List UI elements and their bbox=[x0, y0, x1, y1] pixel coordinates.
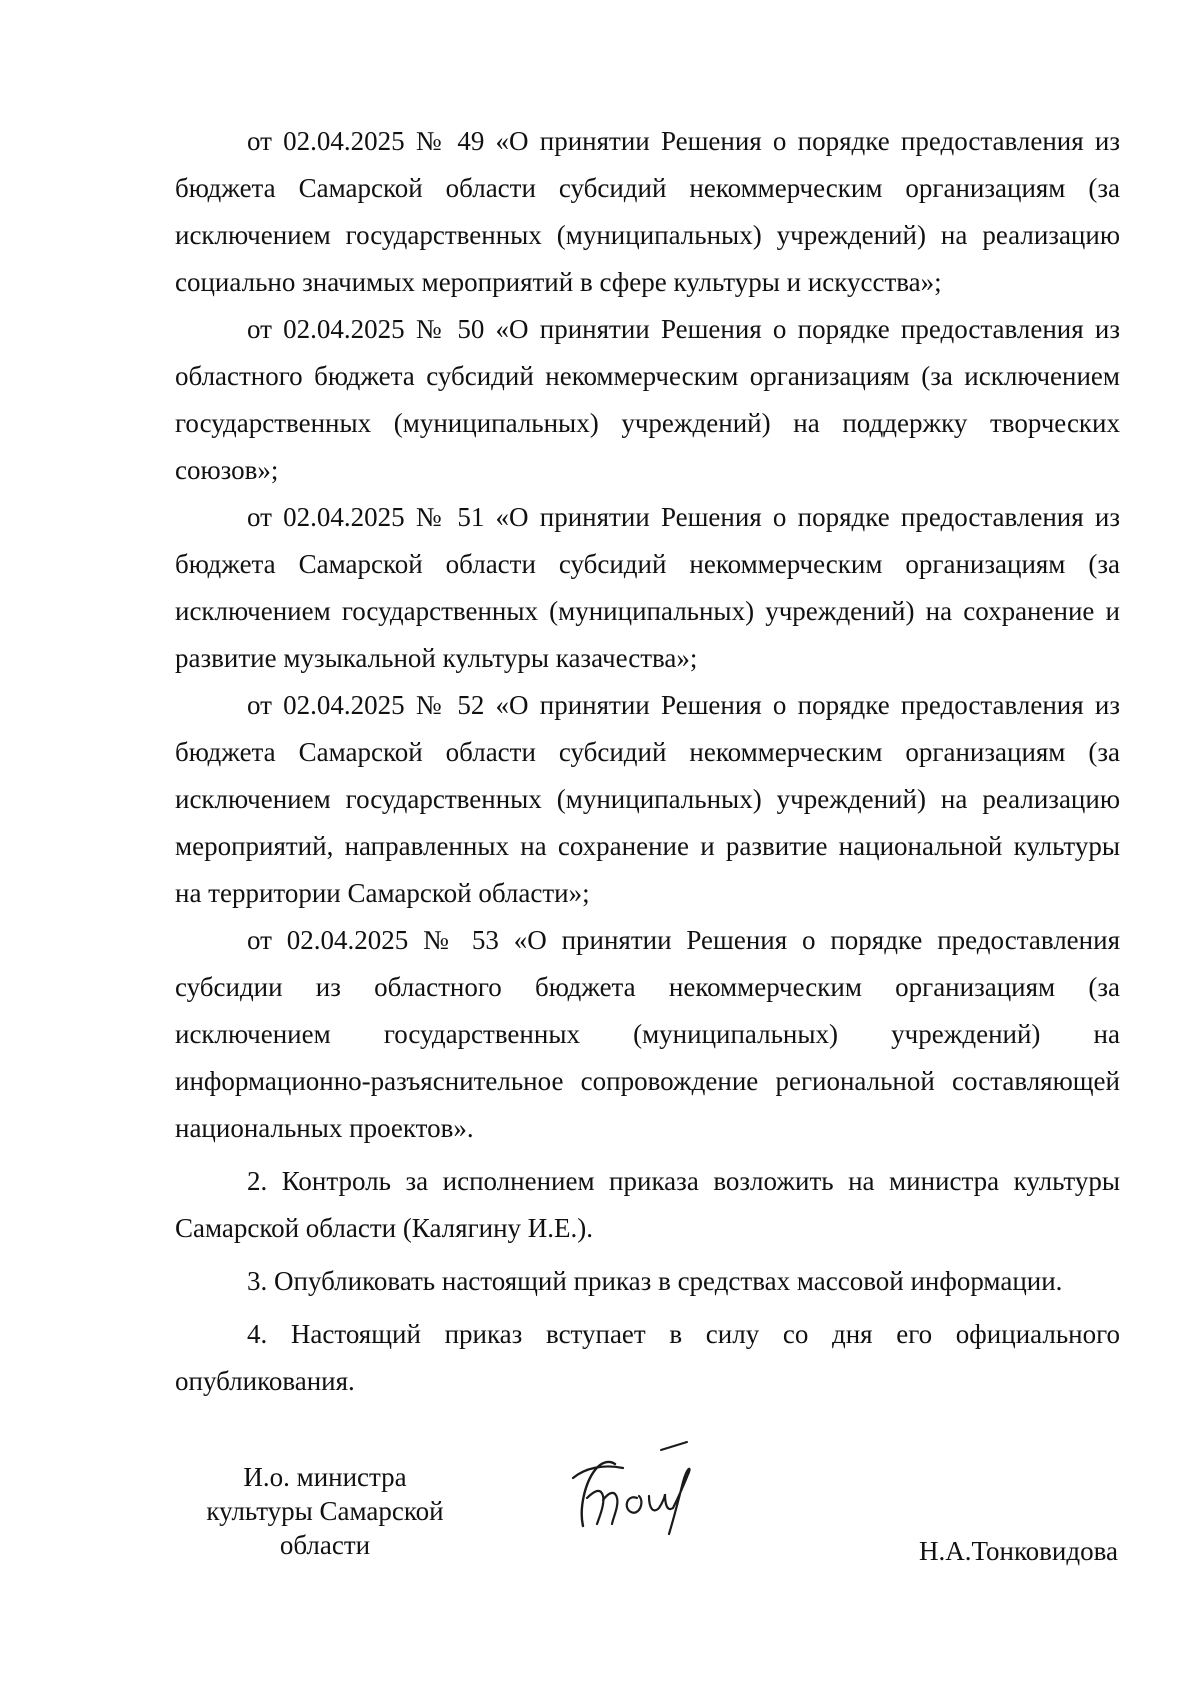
paragraph-order-53: от 02.04.2025 № 53 «О принятии Решения о порядке предоставления субсидии из областного бюджета некоммерческим организациям (за исключением государственных (муниципальных) учреждений) на информационно-разъяснительное сопровождение региональной составляющей национальных проектов». bbox=[175, 925, 1120, 1143]
signature-block bbox=[175, 1460, 1120, 1610]
paragraph-item-2-control: 2. Контроль за исполнением приказа возложить на министра культуры Самарской области (Калягину И.Е.). bbox=[175, 1166, 1120, 1243]
signatory-name: Н.А.Тонковидова bbox=[919, 1536, 1118, 1566]
signatory-title-line-2: культуры Самарской bbox=[206, 1496, 444, 1526]
paragraph-order-51: от 02.04.2025 № 51 «О принятии Решения о порядке предоставления из бюджета Самарской области субсидий некоммерческим организациям (за исключением государственных (муниципальных) учреждений) на сохранение и развитие музыкальной культуры казачества»; bbox=[175, 502, 1120, 673]
handwritten-signature bbox=[565, 1438, 715, 1548]
signatory-title bbox=[175, 1460, 475, 1562]
paragraph-item-3-publish: 3. Опубликовать настоящий приказ в средствах массовой информации. bbox=[247, 1266, 1063, 1296]
document-body bbox=[175, 118, 1120, 1405]
signatory-title-line-3: области bbox=[279, 1530, 371, 1560]
paragraph-order-49: от 02.04.2025 № 49 «О принятии Решения о порядке предоставления из бюджета Самарской области субсидий некоммерческим организациям (за исключением государственных (муниципальных) учреждений) на реализацию социально значимых мероприятий в сфере культуры и искусства»; bbox=[175, 126, 1120, 297]
signatory-title-line-1: И.о. министра bbox=[243, 1462, 407, 1492]
paragraph-order-52: от 02.04.2025 № 52 «О принятии Решения о порядке предоставления из бюджета Самарской области субсидий некоммерческим организациям (за исключением государственных (муниципальных) учреждений) на реализацию мероприятий, направленных на сохранение и развитие национальной культуры на территории Самарской области»; bbox=[175, 690, 1120, 908]
paragraph-order-50: от 02.04.2025 № 50 «О принятии Решения о порядке предоставления из областного бюджета субсидий некоммерческим организациям (за исключением государственных (муниципальных) учреждений) на поддержку творческих союзов»; bbox=[175, 314, 1120, 485]
paragraph-item-4-effective: 4. Настоящий приказ вступает в силу со дня его официального опубликования. bbox=[175, 1319, 1120, 1396]
